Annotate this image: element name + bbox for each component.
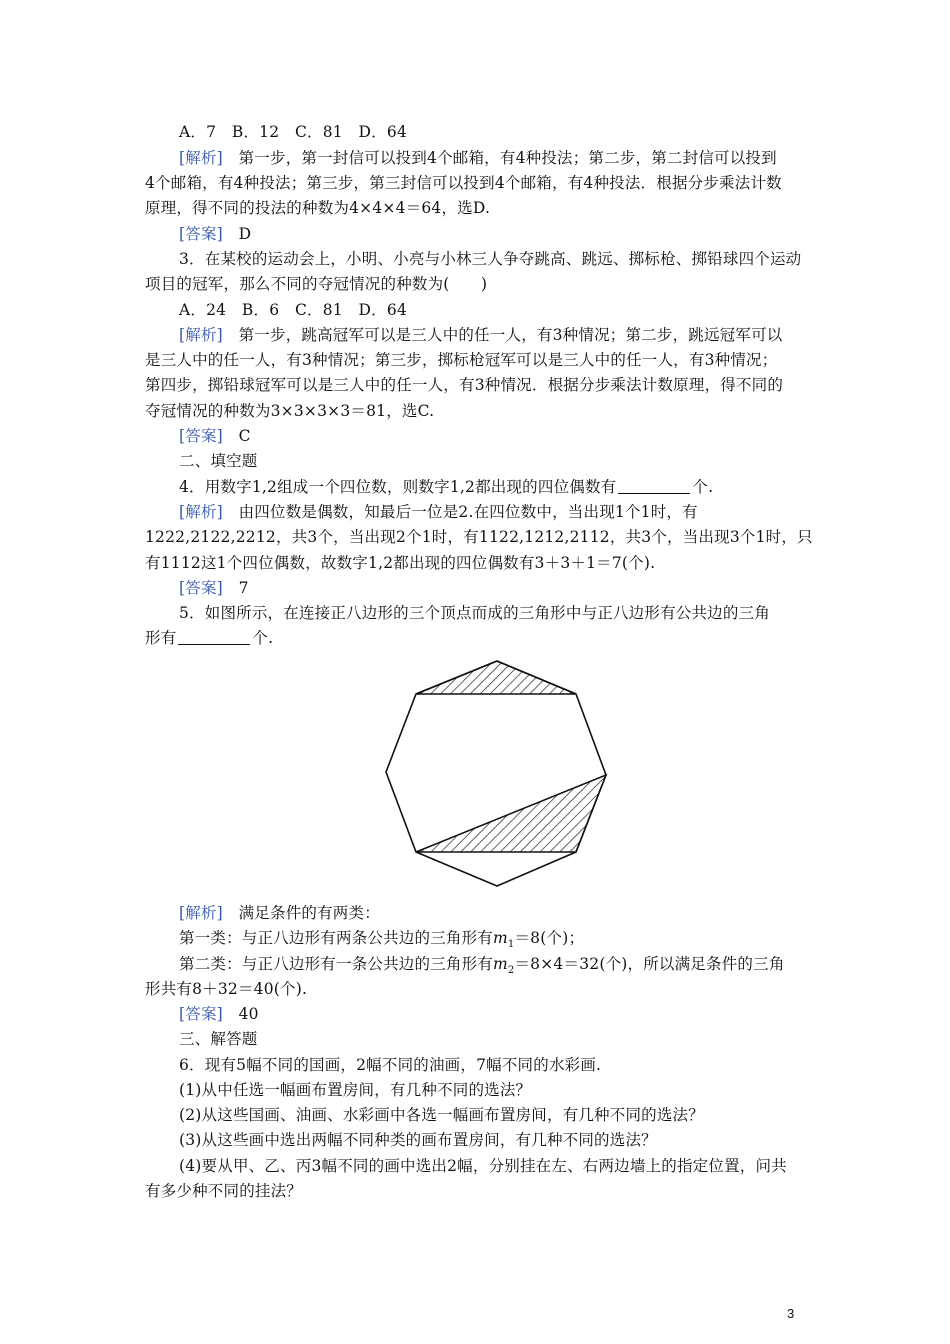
text-run: ＝8(个)； (514, 929, 585, 947)
text-run: (1)从中任选一幅画布置房间，有几种不同的选法？ (179, 1081, 532, 1099)
text-run: (2)从这些国画、油画、水彩画中各选一幅画布置房间，有几种不同的选法？ (179, 1106, 704, 1124)
analysis-q5-line3 (0, 951, 950, 977)
label-tag: [答案] (179, 1005, 223, 1023)
question-3-line2 (0, 271, 950, 297)
question-6-stem (0, 1052, 950, 1078)
text-run: 6．现有5幅不同的国画，2幅不同的油画，7幅不同的水彩画. (179, 1056, 602, 1074)
analysis-q2-line3 (0, 195, 950, 221)
text-run: A．7 B．12 C．81 D．64 (179, 123, 408, 141)
question-4 (0, 474, 950, 500)
text-run: 原理，得不同的投法的种数为4×4×4＝64，选D. (145, 199, 491, 217)
answer-q5 (0, 1001, 950, 1027)
label-tag: [答案] (179, 427, 223, 445)
section-heading-solutions (0, 1026, 950, 1052)
text-run: 形有 (145, 629, 177, 647)
text-run: 第二类：与正八边形有一条公共边的三角形有 (179, 955, 494, 973)
text-run: 是三人中的任一人，有3种情况；第三步，掷标枪冠军可以是三人中的任一人，有3种情况； (145, 351, 778, 369)
bottom-hatched-triangle (416, 775, 606, 852)
text-run: A．24 B．6 C．81 D．64 (179, 301, 408, 319)
text-run: 7 (222, 579, 249, 597)
question-3-line1 (0, 246, 950, 272)
answer-blank (178, 630, 250, 645)
question-5-line1 (0, 600, 950, 626)
text-run: 5．如图所示，在连接正八边形的三个顶点而成的三角形中与正八边形有公共边的三角 (179, 604, 770, 622)
answer-q2 (0, 221, 950, 247)
text-run: C (222, 427, 251, 445)
text-run: 夺冠情况的种数为3×3×3×3＝81，选C. (145, 402, 435, 420)
page-number: 3 (787, 1306, 795, 1321)
text-run: 由四位数是偶数，知最后一位是2.在四位数中，当出现1个1时，有 (222, 503, 698, 521)
text-run: 4个邮箱，有4种投法；第三步，第三封信可以投到4个邮箱，有4种投法．根据分步乘法计数 (145, 174, 782, 192)
text-run: 3．在某校的运动会上，小明、小亮与小林三人争夺跳高、跳远、掷标枪、掷铅球四个运动 (179, 250, 802, 268)
question-6-part1 (0, 1077, 950, 1103)
answer-blank (618, 479, 690, 494)
text-run: 有1112这1个四位偶数，故数字1,2都出现的四位偶数有3＋3＋1＝7(个). (145, 554, 656, 572)
section-heading-fill-in (0, 448, 950, 474)
octagon-figure (380, 655, 612, 890)
analysis-q4-line1 (0, 499, 950, 525)
analysis-q3-line4 (0, 398, 950, 424)
analysis-q5-line1 (0, 900, 950, 926)
text-run: 第四步，掷铅球冠军可以是三人中的任一人，有3种情况．根据分步乘法计数原理，得不同的 (145, 376, 784, 394)
label-tag: [解析] (179, 149, 223, 167)
text-run: (4)要从甲、乙、丙3幅不同的画中选出2幅，分别挂在左、右两边墙上的指定位置，问共 (179, 1157, 787, 1175)
analysis-q2-line2 (0, 170, 950, 196)
text-run: 满足条件的有两类： (222, 904, 380, 922)
question-6-part2 (0, 1102, 950, 1128)
analysis-q3-line2 (0, 347, 950, 373)
text-run: 1222,2122,2212，共3个，当出现2个1时，有1122,1212,2112，共3个，当出现3个1时，只 (145, 528, 813, 546)
text-run: 个. (692, 478, 714, 496)
text-run: 4．用数字1,2组成一个四位数，则数字1,2都出现的四位偶数有 (179, 478, 617, 496)
text-run: 第一类：与正八边形有两条公共边的三角形有 (179, 929, 494, 947)
text-run: 40 (222, 1005, 259, 1023)
question-6-part4-line1 (0, 1153, 950, 1179)
text-run: 第一步，跳高冠军可以是三人中的任一人，有3种情况；第二步，跳远冠军可以 (222, 326, 783, 344)
analysis-q5-line4 (0, 976, 950, 1002)
options-q3 (0, 297, 950, 323)
text-run: 形共有8＋32＝40(个). (145, 980, 308, 998)
analysis-q4-line3 (0, 550, 950, 576)
answer-q3 (0, 423, 950, 449)
text-run: ＝8×4＝32(个)，所以满足条件的三角 (514, 955, 785, 973)
label-tag: [解析] (179, 503, 223, 521)
question-5-line2 (0, 625, 950, 651)
text-run: 个. (252, 629, 274, 647)
text-run: 第一步，第一封信可以投到4个邮箱，有4种投法；第二步，第二封信可以投到 (222, 149, 777, 167)
subscript: 2 (507, 965, 515, 977)
top-hatched-triangle (416, 661, 576, 694)
question-6-part3 (0, 1127, 950, 1153)
subscript: 1 (507, 939, 515, 951)
text-run: 二、填空题 (179, 452, 258, 470)
question-6-part4-line2 (0, 1178, 950, 1204)
label-tag: [解析] (179, 904, 223, 922)
text-run: (3)从这些画中选出两幅不同种类的画布置房间，有几种不同的选法？ (179, 1131, 657, 1149)
math-variable: m (493, 929, 508, 947)
text-run: 项目的冠军，那么不同的夺冠情况的种数为( ) (145, 275, 488, 293)
text-run: D (222, 225, 252, 243)
analysis-q5-line2 (0, 925, 950, 951)
math-variable: m (493, 955, 508, 973)
analysis-q4-line2 (0, 524, 950, 550)
label-tag: [答案] (179, 579, 223, 597)
label-tag: [解析] (179, 326, 223, 344)
text-run: 三、解答题 (179, 1030, 258, 1048)
analysis-q3-line1 (0, 322, 950, 348)
analysis-q2-line1 (0, 145, 950, 171)
options-q2 (0, 119, 950, 145)
analysis-q3-line3 (0, 372, 950, 398)
text-run: 有多少种不同的挂法？ (145, 1182, 303, 1200)
answer-q4 (0, 575, 950, 601)
label-tag: [答案] (179, 225, 223, 243)
